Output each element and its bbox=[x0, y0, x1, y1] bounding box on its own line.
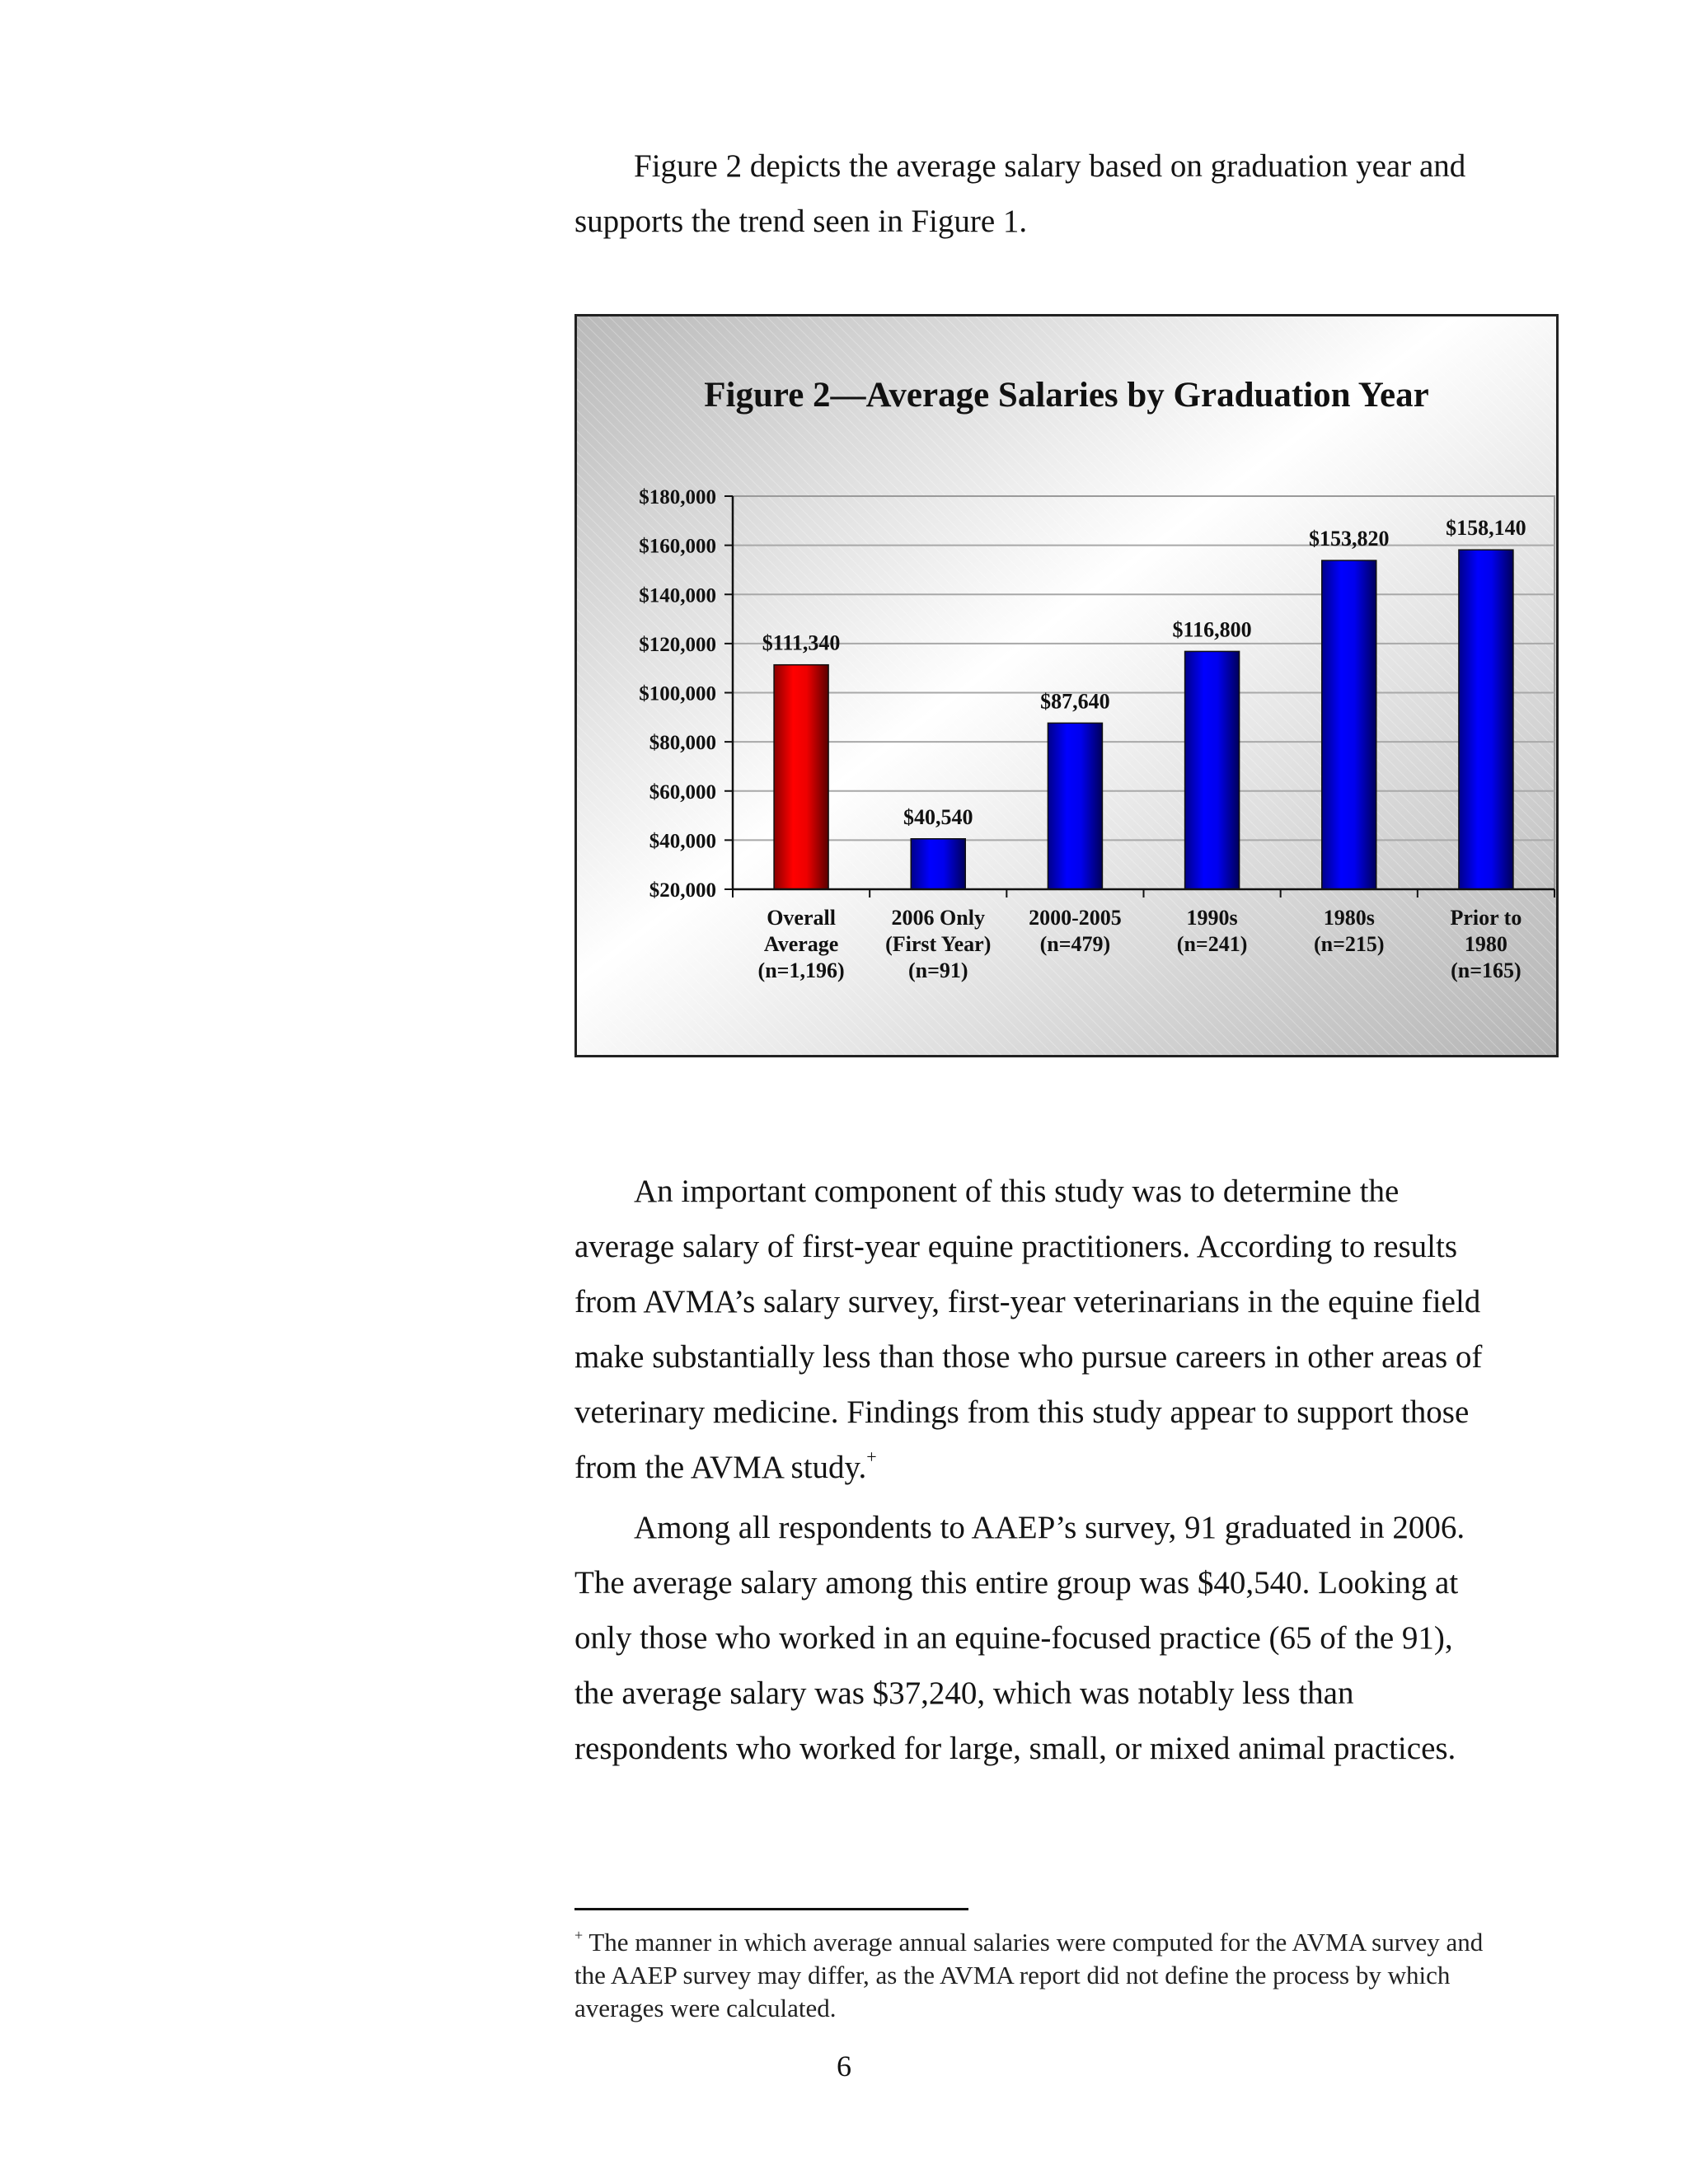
bar bbox=[1185, 651, 1240, 889]
y-tick-label: $20,000 bbox=[649, 879, 716, 902]
bar bbox=[1048, 723, 1102, 889]
y-tick-label: $160,000 bbox=[639, 535, 716, 558]
footnote-text: The manner in which average annual salaries were computed for the AVMA survey and the AAEP survey may differ, as the AVMA report did not define the process by which averages were calculated. bbox=[574, 1928, 1484, 2022]
intro-paragraph bbox=[574, 138, 1498, 249]
data-label: $153,820 bbox=[1309, 527, 1390, 551]
y-tick-label: $80,000 bbox=[649, 732, 716, 755]
category-label: (First Year) bbox=[885, 932, 992, 956]
category-label: 2006 Only bbox=[891, 906, 985, 930]
data-label: $116,800 bbox=[1172, 617, 1252, 642]
page-number: 6 bbox=[837, 2050, 851, 2083]
footnote bbox=[574, 1926, 1498, 2025]
y-tick-label: $60,000 bbox=[649, 780, 716, 804]
chart-title: Figure 2—Average Salaries by Graduation Year bbox=[704, 376, 1429, 415]
y-tick-label: $140,000 bbox=[639, 584, 716, 607]
y-tick-label: $180,000 bbox=[639, 486, 716, 509]
category-label: (n=1,196) bbox=[757, 958, 845, 982]
respondents-paragraph-text: Among all respondents to AAEP’s survey, 91 graduated in 2006. The average salary among this entire group was $40,540. Looking at only those who worked in an equine-focused practice (65 of the 91), the average salary was $37,240, which was notably less than respondents who worked for large, small, or mixed animal practices. bbox=[574, 1510, 1465, 1766]
respondents-paragraph bbox=[574, 1500, 1498, 1776]
bar bbox=[1459, 550, 1513, 889]
y-tick-label: $120,000 bbox=[639, 633, 716, 656]
bar-chart bbox=[574, 314, 1559, 1057]
data-label: $87,640 bbox=[1040, 689, 1110, 714]
category-label: Average bbox=[763, 932, 839, 956]
category-label: Overall bbox=[767, 906, 836, 930]
category-label: (n=165) bbox=[1451, 958, 1522, 982]
category-label: Prior to bbox=[1450, 906, 1522, 930]
category-label: 2000-2005 bbox=[1029, 906, 1122, 930]
first-year-salary-paragraph bbox=[574, 1164, 1498, 1495]
category-label: 1980 bbox=[1464, 932, 1507, 956]
category-label: (n=479) bbox=[1039, 932, 1111, 956]
category-label: (n=91) bbox=[907, 958, 968, 982]
y-tick-label: $40,000 bbox=[649, 830, 716, 853]
data-label: $40,540 bbox=[903, 804, 973, 829]
footnote-marker: + bbox=[574, 1926, 584, 1943]
intro-paragraph-text: Figure 2 depicts the average salary based on graduation year and supports the trend seen in Figure 1. bbox=[574, 148, 1466, 239]
data-label: $111,340 bbox=[762, 630, 841, 655]
y-tick-label: $100,000 bbox=[639, 682, 716, 705]
category-label: 1990s bbox=[1186, 906, 1238, 930]
first-year-salary-paragraph-text: An important component of this study was to determine the average salary of first-year equine practitioners. According to results from AVMA’s salary survey, first-year veterinarians in the equine field make substantially less than those who pursue careers in other areas of veterinary medicine. Findings from this study appear to support those from the AVMA study. bbox=[574, 1174, 1483, 1485]
category-label: (n=241) bbox=[1176, 932, 1248, 956]
footnote-reference: + bbox=[866, 1446, 877, 1467]
figure-2-chart bbox=[574, 314, 1559, 1057]
bar bbox=[774, 665, 828, 889]
data-label: $158,140 bbox=[1446, 516, 1526, 541]
bar bbox=[1322, 560, 1376, 889]
footnote-divider bbox=[574, 1908, 968, 1910]
category-label: 1980s bbox=[1323, 906, 1375, 930]
bar bbox=[911, 839, 965, 889]
category-label: (n=215) bbox=[1313, 932, 1385, 956]
